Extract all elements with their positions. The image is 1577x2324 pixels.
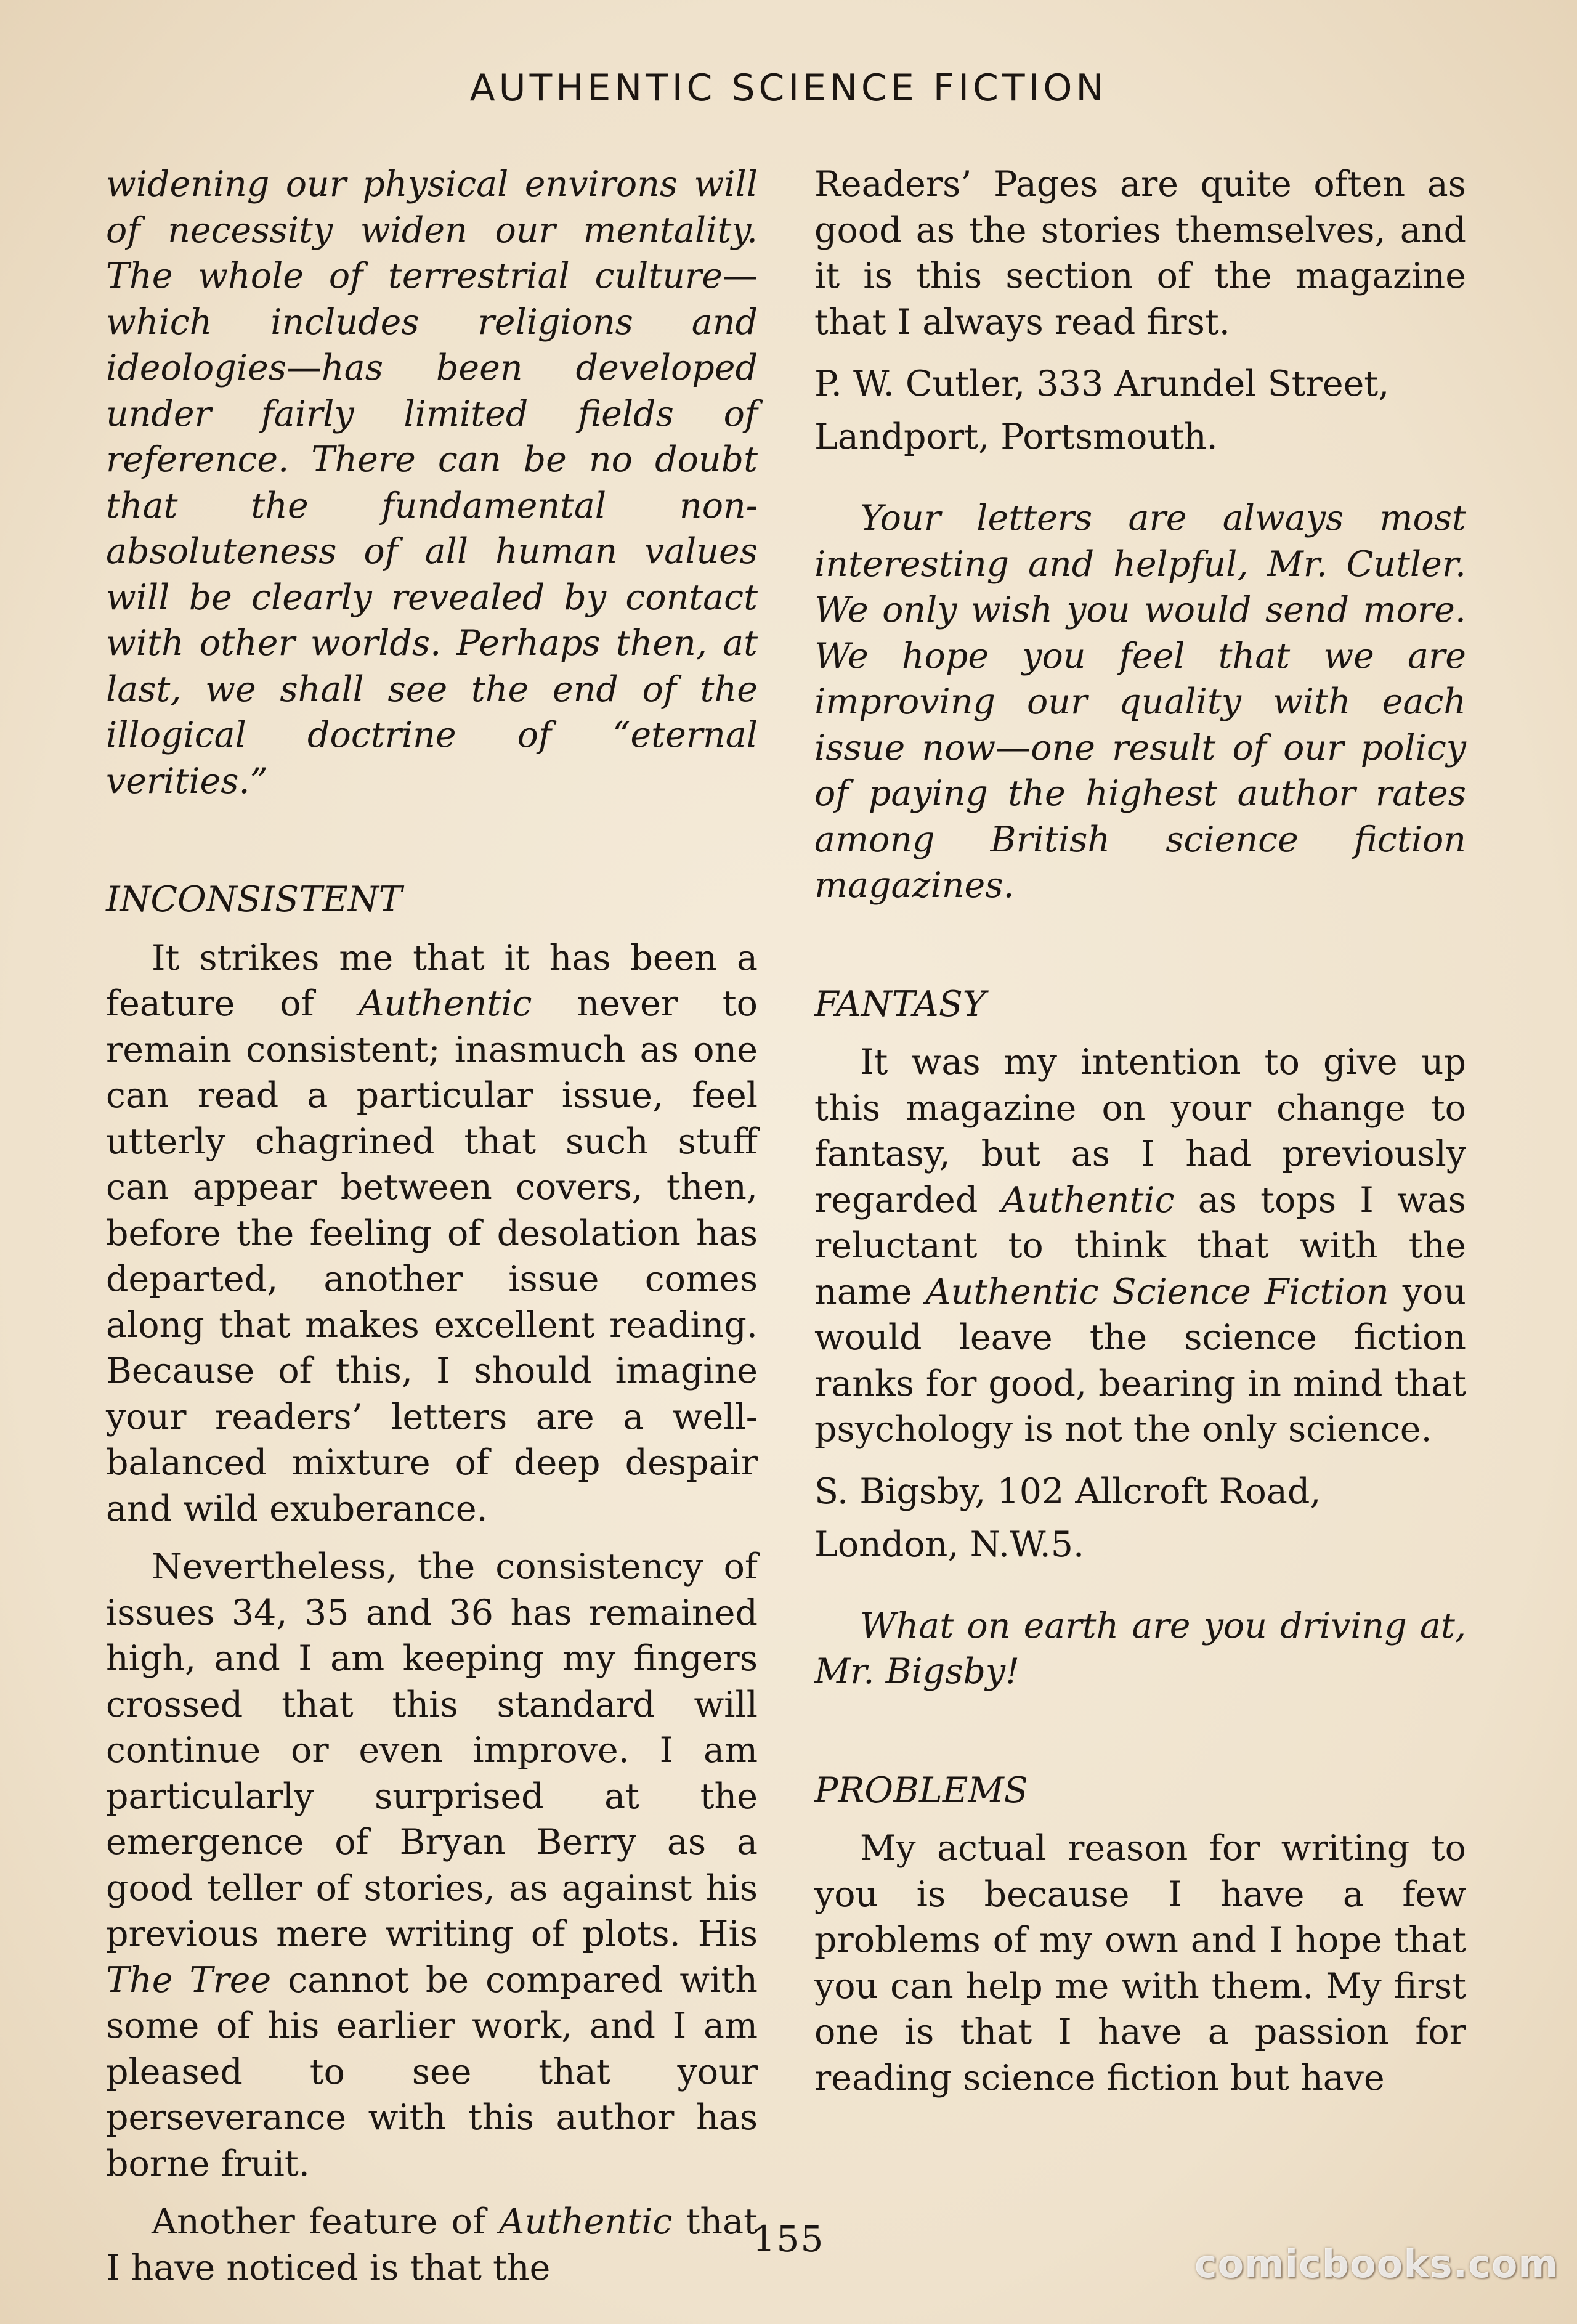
watermark: comicbooks.com: [1194, 2241, 1559, 2286]
section-heading-inconsistent: INCONSISTENT: [106, 879, 402, 920]
editor-reply-cutler: Your letters are always most interesting and helpful, Mr. Cutler. We only wish you would send more. We hope you feel that we are improving our quality with each issue now—one result of our policy of paying the highest author rates among British science fiction magazines.: [814, 498, 1466, 906]
magazine-title: Authentic: [499, 2201, 673, 2242]
paragraph-text: cannot be compared with some of his earlier work, and I am pleased to see that your perseverance with this author has borne fruit.: [106, 1959, 758, 2184]
paragraph-text: never to remain consistent; inasmuch as one can read a particular issue, feel utterly chagrined that such stuff can appear between covers, then, before the feeling of desolation has departed, another issue comes along that makes excellent reading. Because of this, I should imagine your readers’ letters are a well-balanced mixture of deep despair and wild exuberance.: [106, 983, 758, 1529]
paragraph-text: you would leave the science fiction ranks for good, bearing in mind that psychology is not the only science.: [814, 1271, 1466, 1450]
section-heading-fantasy: FANTASY: [814, 983, 986, 1025]
signature-line: S. Bigsby, 102 Allcroft Road,: [814, 1471, 1321, 1512]
signature-line: Landport, Portsmouth.: [814, 416, 1218, 457]
letter-paragraph-fantasy: [814, 1039, 1466, 1453]
paragraph-text: that I have noticed is that the: [106, 2201, 758, 2288]
paragraph-text: Another feature of: [152, 2201, 500, 2242]
continued-paragraph: Readers’ Pages are quite often as good as the stories themselves, and it is this section of the magazine that I always read first.: [814, 164, 1466, 343]
intro-paragraph: widening our physical environs will of necessity widen our mentality. The whole of terrestrial culture—which includes religions and ideologies—has been developed under fairly limited fields of reference. There can be no doubt that the fundamental non-absoluteness of all human values will be clearly revealed by contact with other worlds. Perhaps then, at last, we shall see the end of the illogical doctrine of “eternal verities.”: [106, 164, 758, 802]
letter-paragraph-problems: My actual reason for writing to you is because I have a few problems of my own and I hope that you can help me with them. My first one is that I have a passion for reading science fiction but have: [814, 1828, 1466, 2099]
editor-reply-bigsby: What on earth are you driving at, Mr. Bigsby!: [814, 1605, 1466, 1692]
letter-paragraph-2: [106, 1544, 758, 2187]
story-title: The Tree: [106, 1959, 272, 2001]
magazine-title: Authentic Science Fiction: [925, 1271, 1389, 1312]
signature-line: London, N.W.5.: [814, 1524, 1085, 1565]
running-title: AUTHENTIC SCIENCE FICTION: [469, 67, 1108, 110]
right-column: [814, 161, 1466, 2101]
magazine-title: Authentic: [359, 983, 532, 1024]
paragraph-text: It strikes me that it has been a feature of: [106, 937, 758, 1024]
paragraph-text: as tops I was reluctant to think that with the name: [814, 1179, 1466, 1312]
signature-bigsby: [814, 1465, 1466, 1571]
signature-line: P. W. Cutler, 333 Arundel Street,: [814, 364, 1390, 404]
section-heading-problems: PROBLEMS: [814, 1769, 1028, 1811]
paragraph-text: Nevertheless, the consistency of issues 34, 35 and 36 has remained high, and I am keeping my fingers crossed that this standard will continue or even improve. I am particularly surprised at the emergence of Bryan Berry as a good teller of stories, as against his previous mere writing of plots. His: [106, 1546, 758, 1954]
signature-cutler: [814, 357, 1466, 463]
paragraph-text: It was my intention to give up this magazine on your change to fantasy, but as I had previously regarded: [814, 1042, 1466, 1221]
letter-paragraph-1: [106, 935, 758, 1532]
left-column: [106, 161, 758, 2291]
magazine-title: Authentic: [1001, 1179, 1175, 1221]
page-number: 155: [752, 2218, 825, 2260]
